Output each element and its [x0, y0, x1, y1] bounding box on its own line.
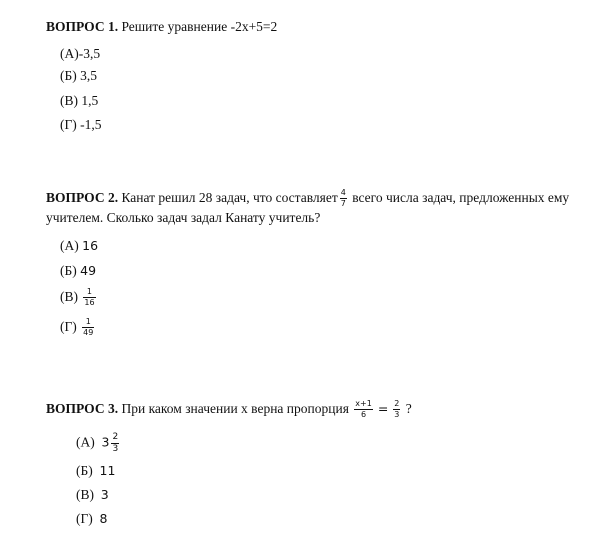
q1-option-a [60, 45, 100, 63]
question-3-rhs-fraction [393, 400, 400, 419]
q3-option-b-letter: (Б) [76, 463, 93, 478]
q3-option-a-numerator: 2 [112, 432, 119, 442]
q1-option-g [60, 116, 102, 134]
q3-option-g [76, 510, 108, 528]
question-1 [46, 17, 591, 37]
q1-option-a-value: -3,5 [78, 46, 101, 61]
q1-option-g-value: -1,5 [76, 117, 102, 132]
q2-option-b-letter: (Б) [60, 263, 77, 278]
q2-option-g-letter: (Г) [60, 319, 77, 334]
question-3-label: ВОПРОС 3. [46, 401, 119, 416]
q2-option-a [60, 237, 98, 255]
q3-option-a-letter: (А) [76, 434, 95, 450]
q2-option-g-fraction [82, 318, 94, 337]
q2-option-v-letter: (В) [60, 289, 78, 304]
q3-option-a-fraction [111, 433, 119, 454]
question-2-label: ВОПРОС 2. [46, 190, 119, 205]
question-1-label: ВОПРОС 1. [46, 19, 119, 34]
question-2 [46, 188, 591, 228]
q3-option-a-whole: 3 [101, 434, 110, 450]
question-3 [46, 399, 591, 419]
question-3-lhs-fraction [354, 400, 373, 419]
question-3-equals: = [377, 401, 389, 416]
q1-option-b [60, 67, 97, 85]
q3-option-v-value: 3 [100, 487, 109, 502]
q1-option-v-value: 1,5 [78, 93, 99, 108]
q2-option-g-numerator: 1 [85, 317, 91, 327]
q2-option-g [60, 318, 96, 337]
q1-option-b-value: 3,5 [76, 68, 97, 83]
q2-option-b [60, 262, 96, 280]
q2-option-a-letter: (А) [60, 238, 79, 253]
question-3-title [46, 399, 591, 419]
q2-option-v-denominator: 16 [84, 298, 95, 308]
question-3-text-before: При каком значении x верна пропорция [118, 401, 349, 416]
q2-option-v-numerator: 1 [86, 287, 93, 297]
q3-option-g-value: 8 [99, 511, 108, 526]
question-3-text-after: ? [402, 401, 412, 416]
q2-option-v [60, 288, 98, 307]
question-1-title [46, 17, 591, 37]
q3-option-b [76, 462, 115, 480]
question-3-rhs-denominator: 3 [394, 410, 400, 420]
question-2-title [46, 188, 591, 208]
q1-option-b-letter: (Б) [60, 68, 77, 83]
q2-option-g-denominator: 49 [83, 328, 94, 338]
question-1-text: Решите уравнение -2x+5=2 [118, 19, 278, 34]
q2-option-b-value: 49 [80, 263, 97, 278]
question-2-fraction-numerator: 4 [340, 188, 346, 198]
q1-option-g-letter: (Г) [60, 117, 77, 132]
question-2-fraction [340, 189, 347, 208]
question-3-rhs-numerator: 2 [394, 399, 400, 409]
q1-option-v-letter: (В) [60, 93, 78, 108]
q1-option-v [60, 92, 98, 110]
q3-option-v-letter: (В) [76, 487, 94, 502]
q2-option-a-value: 16 [82, 238, 99, 253]
q3-option-a-denominator: 3 [112, 444, 119, 454]
q3-option-v [76, 486, 109, 504]
q3-option-a [76, 433, 121, 454]
question-2-text-line2: учителем. Сколько задач задал Канату учитель? [46, 210, 321, 226]
q2-option-v-fraction [83, 288, 95, 307]
q1-option-a-letter: (А) [60, 46, 79, 61]
question-3-lhs-numerator: x+1 [355, 399, 372, 409]
question-2-text-after: всего числа задач, предложенных ему [348, 190, 570, 205]
question-2-text-before: Канат решил 28 задач, что составляет [118, 190, 338, 205]
question-2-fraction-denominator: 7 [340, 199, 346, 209]
q3-option-g-letter: (Г) [76, 511, 93, 526]
q3-option-b-value: 11 [99, 463, 116, 478]
question-3-lhs-denominator: 6 [354, 409, 373, 419]
